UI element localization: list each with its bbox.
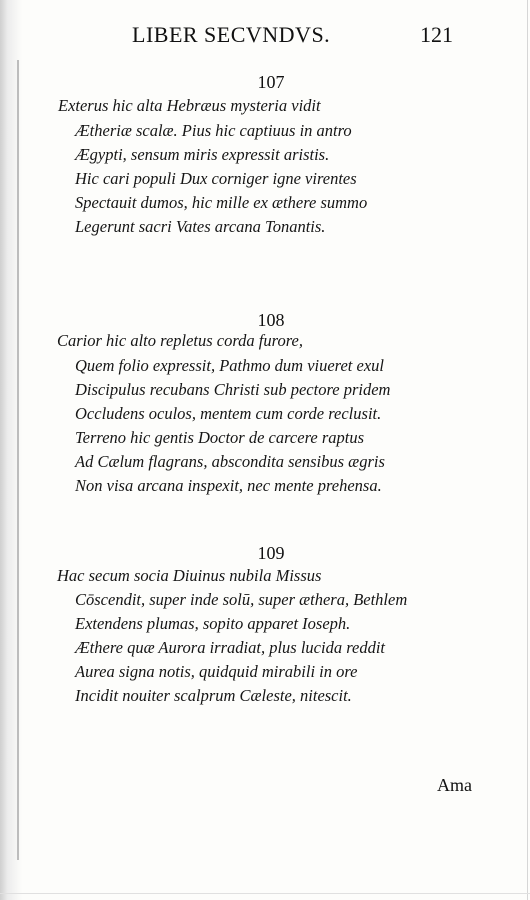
verse-line: Aurea signa notis, quidquid mirabili in ore (75, 662, 358, 681)
catchword: Ama (437, 775, 472, 795)
verse-line: Ægypti, sensum miris expressit aristis. (75, 145, 330, 164)
poem-number: 107 (257, 72, 285, 92)
verse-line: Discipulus recubans Christi sub pectore pridem (75, 380, 391, 399)
verse-line: Extendens plumas, sopito apparet Ioseph. (75, 614, 351, 633)
verse-line: Terreno hic gentis Doctor de carcere raptus (75, 428, 365, 447)
page-number: 121 (420, 22, 453, 47)
verse-line: Exterus hic alta Hebræus mysteria vidit (58, 96, 321, 115)
binding-edge (17, 60, 19, 860)
verse-line: Occludens oculos, mentem cum corde reclusit. (75, 404, 382, 423)
verse-line: Hac secum socia Diuinus nubila Missus (57, 566, 322, 585)
verse-line: Non visa arcana inspexit, nec mente prehensa. (75, 476, 382, 495)
running-head: LIBER SECVNDVS. (132, 22, 331, 47)
verse-line: Carior hic alto repletus corda furore, (57, 331, 303, 350)
poem-number: 108 (257, 310, 285, 330)
verse-line: Incidit nouiter scalprum Cæleste, nitescit. (75, 686, 352, 705)
verse-line: Hic cari populi Dux corniger igne virentes (75, 169, 357, 188)
verse-line: Quem folio expressit, Pathmo dum viueret exul (75, 356, 384, 375)
verse-line: Cōscendit, super inde solū, super æthera, Bethlem (75, 590, 408, 609)
verse-line: Æthere quæ Aurora irradiat, plus lucida reddit (75, 638, 385, 657)
verse-line: Ad Cælum flagrans, abscondita sensibus ægris (75, 452, 385, 471)
verse-line: Legerunt sacri Vates arcana Tonantis. (75, 217, 326, 236)
verse-line: Spectauit dumos, hic mille ex æthere summo (75, 193, 368, 212)
page-edge (527, 0, 528, 900)
page-bottom-edge (0, 893, 530, 894)
verse-line: Ætheriæ scalæ. Pius hic captiuus in antro (75, 121, 352, 140)
poem-number: 109 (257, 543, 285, 563)
